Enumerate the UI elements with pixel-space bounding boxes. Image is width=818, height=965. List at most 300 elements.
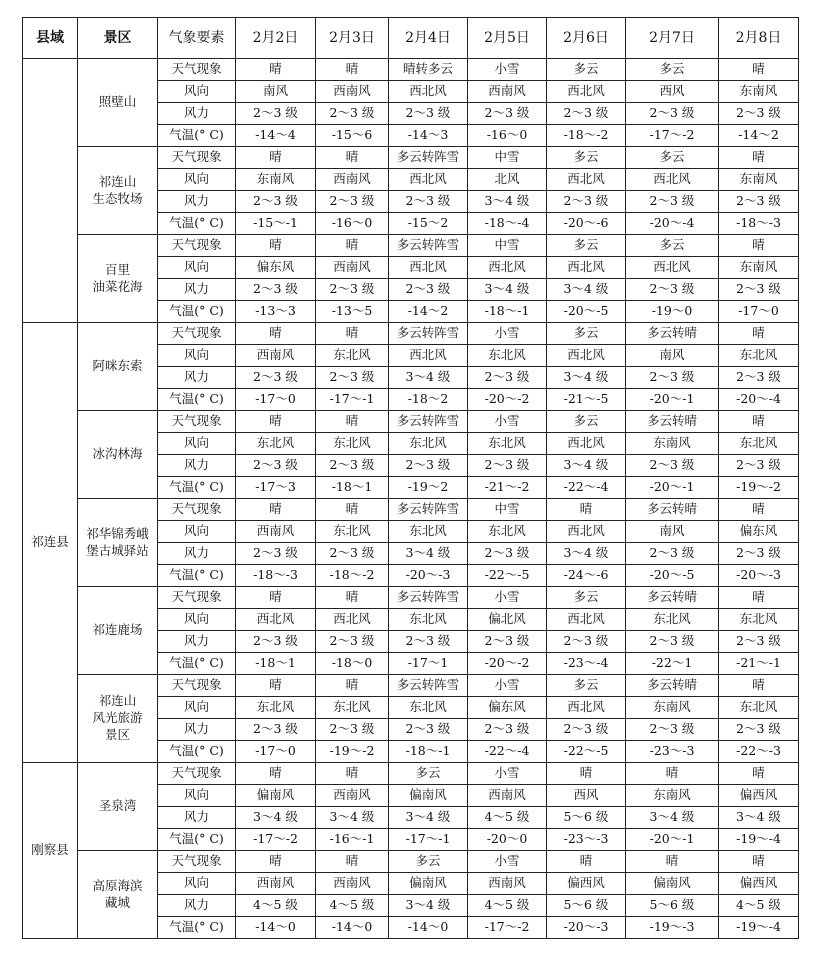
forecast-value: 2～3 级: [316, 103, 389, 125]
forecast-value: 多云转晴: [626, 411, 719, 433]
element-label: 风力: [158, 279, 236, 301]
forecast-value: 小雪: [468, 587, 547, 609]
element-label: 风力: [158, 895, 236, 917]
forecast-value: -17～-2: [236, 829, 316, 851]
element-label: 风向: [158, 81, 236, 103]
forecast-value: 2～3 级: [236, 543, 316, 565]
header-date: 2月3日: [316, 18, 389, 59]
header-date: 2月5日: [468, 18, 547, 59]
forecast-value: 晴: [236, 59, 316, 81]
forecast-value: -18～-3: [719, 213, 799, 235]
forecast-value: 东北风: [719, 697, 799, 719]
forecast-value: 东北风: [626, 609, 719, 631]
table-row: [23, 499, 799, 521]
forecast-value: -17～0: [719, 301, 799, 323]
scenic-spot-name: 祁连山: [98, 173, 137, 189]
forecast-value: 2～3 级: [468, 455, 547, 477]
forecast-value: 小雪: [468, 851, 547, 873]
forecast-value: -20～-5: [547, 301, 626, 323]
county-cell: 祁连县: [23, 323, 78, 763]
element-label: 天气现象: [158, 587, 236, 609]
forecast-value: 小雪: [468, 763, 547, 785]
element-label: 气温(° C): [158, 917, 236, 939]
scenic-spot-cell: [78, 587, 158, 675]
forecast-value: 2～3 级: [236, 191, 316, 213]
forecast-value: 晴: [626, 763, 719, 785]
forecast-value: 4～5 级: [719, 895, 799, 917]
forecast-value: 晴: [719, 851, 799, 873]
forecast-value: -13～5: [316, 301, 389, 323]
forecast-value: 多云: [547, 411, 626, 433]
forecast-value: -23～-3: [626, 741, 719, 763]
forecast-value: 小雪: [468, 59, 547, 81]
forecast-value: 晴: [236, 411, 316, 433]
scenic-spot-cell: [78, 411, 158, 499]
element-label: 风力: [158, 191, 236, 213]
forecast-value: 2～3 级: [626, 543, 719, 565]
forecast-value: 西南风: [468, 873, 547, 895]
forecast-value: 东北风: [719, 345, 799, 367]
forecast-value: 多云转阵雪: [389, 147, 468, 169]
forecast-value: 晴: [719, 675, 799, 697]
header-row: [23, 18, 799, 59]
forecast-value: 南风: [626, 345, 719, 367]
forecast-value: 5～6 级: [626, 895, 719, 917]
element-label: 风向: [158, 697, 236, 719]
forecast-value: -14～0: [316, 917, 389, 939]
forecast-value: 2～3 级: [236, 719, 316, 741]
forecast-value: 东北风: [468, 345, 547, 367]
forecast-value: -20～-3: [719, 565, 799, 587]
forecast-value: 晴转多云: [389, 59, 468, 81]
forecast-value: 多云转晴: [626, 323, 719, 345]
forecast-value: -20～-2: [468, 653, 547, 675]
forecast-value: -17～1: [389, 653, 468, 675]
forecast-value: 晴: [236, 587, 316, 609]
forecast-value: 3～4 级: [547, 367, 626, 389]
table-row: [23, 59, 799, 81]
forecast-value: 2～3 级: [236, 631, 316, 653]
forecast-value: 西南风: [468, 81, 547, 103]
forecast-value: -17～0: [236, 389, 316, 411]
forecast-value: 3～4 级: [468, 191, 547, 213]
forecast-value: 东北风: [236, 697, 316, 719]
forecast-value: 晴: [316, 763, 389, 785]
table-row: [23, 411, 799, 433]
forecast-value: 西北风: [547, 169, 626, 191]
forecast-value: -24～-6: [547, 565, 626, 587]
scenic-spot-name: 景区: [104, 726, 130, 742]
forecast-value: -15～2: [389, 213, 468, 235]
forecast-value: 东北风: [316, 345, 389, 367]
forecast-value: 多云: [389, 851, 468, 873]
forecast-value: -22～-3: [719, 741, 799, 763]
element-label: 天气现象: [158, 763, 236, 785]
forecast-value: 多云转阵雪: [389, 323, 468, 345]
forecast-value: 多云: [547, 675, 626, 697]
forecast-value: -17～0: [236, 741, 316, 763]
county-cell: 刚察县: [23, 763, 78, 939]
table-row: [23, 587, 799, 609]
forecast-value: 晴: [316, 147, 389, 169]
forecast-value: 晴: [236, 147, 316, 169]
forecast-value: 晴: [316, 587, 389, 609]
element-label: 气温(° C): [158, 565, 236, 587]
forecast-value: 2～3 级: [389, 191, 468, 213]
forecast-value: -18～-2: [547, 125, 626, 147]
forecast-value: 4～5 级: [468, 895, 547, 917]
forecast-value: 东北风: [316, 521, 389, 543]
forecast-value: 2～3 级: [236, 455, 316, 477]
forecast-value: -14～2: [719, 125, 799, 147]
scenic-spot-name: 油菜花海: [92, 278, 143, 294]
table-row: [23, 235, 799, 257]
forecast-value: 南风: [236, 81, 316, 103]
element-label: 气温(° C): [158, 829, 236, 851]
element-label: 风力: [158, 543, 236, 565]
element-label: 风向: [158, 345, 236, 367]
header-county: 县域: [23, 18, 78, 59]
forecast-value: 2～3 级: [626, 191, 719, 213]
forecast-value: 偏东风: [236, 257, 316, 279]
forecast-value: 晴: [236, 763, 316, 785]
scenic-spot-name: 堡古城驿站: [86, 542, 149, 558]
forecast-value: 多云: [547, 587, 626, 609]
forecast-value: 3～4 级: [547, 543, 626, 565]
forecast-value: 2～3 级: [316, 191, 389, 213]
scenic-spot-cell: [78, 675, 158, 763]
forecast-value: 东北风: [389, 433, 468, 455]
forecast-value: -18～-1: [389, 741, 468, 763]
forecast-value: 晴: [316, 675, 389, 697]
forecast-value: 2～3 级: [468, 103, 547, 125]
forecast-value: -19～-3: [626, 917, 719, 939]
header-date: 2月2日: [236, 18, 316, 59]
forecast-value: 2～3 级: [389, 103, 468, 125]
forecast-value: -14～3: [389, 125, 468, 147]
forecast-value: 2～3 级: [389, 455, 468, 477]
forecast-value: 偏东风: [468, 697, 547, 719]
forecast-value: 2～3 级: [468, 543, 547, 565]
forecast-value: -19～2: [389, 477, 468, 499]
forecast-value: 晴: [626, 851, 719, 873]
forecast-value: 2～3 级: [316, 455, 389, 477]
forecast-value: 西北风: [626, 257, 719, 279]
forecast-value: 东北风: [389, 697, 468, 719]
forecast-value: -15～6: [316, 125, 389, 147]
forecast-value: 晴: [719, 763, 799, 785]
forecast-value: -17～-1: [316, 389, 389, 411]
forecast-value: 晴: [547, 499, 626, 521]
forecast-value: 2～3 级: [626, 103, 719, 125]
forecast-value: -23～-3: [547, 829, 626, 851]
element-label: 风向: [158, 433, 236, 455]
forecast-value: 晴: [547, 763, 626, 785]
element-label: 天气现象: [158, 675, 236, 697]
forecast-value: 东南风: [719, 169, 799, 191]
scenic-spot-cell: [78, 59, 158, 147]
forecast-value: 西南风: [236, 345, 316, 367]
forecast-value: -18～-4: [468, 213, 547, 235]
forecast-value: 东南风: [236, 169, 316, 191]
forecast-value: 2～3 级: [547, 631, 626, 653]
forecast-value: -21～-2: [468, 477, 547, 499]
table-row: [23, 323, 799, 345]
forecast-value: 2～3 级: [236, 279, 316, 301]
forecast-value: 2～3 级: [547, 719, 626, 741]
forecast-value: -21～-5: [547, 389, 626, 411]
forecast-value: 2～3 级: [468, 631, 547, 653]
forecast-value: 东北风: [316, 697, 389, 719]
forecast-value: -22～-4: [468, 741, 547, 763]
forecast-value: -18～1: [236, 653, 316, 675]
forecast-value: 晴: [547, 851, 626, 873]
forecast-value: 3～4 级: [316, 807, 389, 829]
forecast-value: 偏西风: [547, 873, 626, 895]
forecast-value: -22～1: [626, 653, 719, 675]
element-label: 天气现象: [158, 235, 236, 257]
forecast-value: 多云: [547, 59, 626, 81]
element-label: 天气现象: [158, 323, 236, 345]
forecast-value: 3～4 级: [626, 807, 719, 829]
forecast-value: 西北风: [389, 169, 468, 191]
scenic-spot-cell: [78, 851, 158, 939]
forecast-value: 多云转阵雪: [389, 411, 468, 433]
scenic-spot-name: 祁连山: [98, 693, 137, 709]
forecast-value: 西北风: [547, 433, 626, 455]
forecast-value: 2～3 级: [626, 719, 719, 741]
forecast-value: -18～1: [316, 477, 389, 499]
forecast-value: 西北风: [547, 609, 626, 631]
element-label: 风向: [158, 257, 236, 279]
forecast-value: 3～4 级: [389, 543, 468, 565]
scenic-spot-cell: [78, 147, 158, 235]
forecast-value: -19～-4: [719, 829, 799, 851]
forecast-value: 2～3 级: [719, 367, 799, 389]
forecast-value: 西北风: [626, 169, 719, 191]
forecast-value: 东南风: [626, 785, 719, 807]
forecast-value: -19～0: [626, 301, 719, 323]
forecast-value: 2～3 级: [468, 719, 547, 741]
element-label: 天气现象: [158, 499, 236, 521]
element-label: 气温(° C): [158, 653, 236, 675]
scenic-spot-name: 祁连鹿场: [92, 622, 143, 638]
header-date: 2月7日: [626, 18, 719, 59]
element-label: 气温(° C): [158, 741, 236, 763]
forecast-value: 偏南风: [389, 785, 468, 807]
forecast-value: 2～3 级: [719, 543, 799, 565]
scenic-spot-name: 藏城: [104, 894, 130, 910]
forecast-value: 3～4 级: [389, 895, 468, 917]
forecast-value: -19～-2: [719, 477, 799, 499]
element-label: 气温(° C): [158, 389, 236, 411]
header-spot: 景区: [78, 18, 158, 59]
forecast-value: 2～3 级: [719, 455, 799, 477]
element-label: 风力: [158, 807, 236, 829]
scenic-spot-cell: [78, 763, 158, 851]
forecast-value: 多云转晴: [626, 587, 719, 609]
forecast-value: 2～3 级: [626, 279, 719, 301]
forecast-value: -20～-2: [468, 389, 547, 411]
forecast-value: -14～0: [236, 917, 316, 939]
forecast-value: 晴: [316, 851, 389, 873]
forecast-value: 南风: [626, 521, 719, 543]
forecast-value: 2～3 级: [316, 367, 389, 389]
forecast-value: -18～-1: [468, 301, 547, 323]
forecast-value: -21～-1: [719, 653, 799, 675]
scenic-spot-cell: [78, 499, 158, 587]
forecast-value: -17～3: [236, 477, 316, 499]
forecast-value: 中雪: [468, 235, 547, 257]
element-label: 天气现象: [158, 411, 236, 433]
scenic-spot-cell: [78, 323, 158, 411]
forecast-value: 西北风: [547, 521, 626, 543]
forecast-value: 东北风: [719, 433, 799, 455]
forecast-value: 多云转晴: [626, 675, 719, 697]
element-label: 天气现象: [158, 59, 236, 81]
forecast-value: -14～4: [236, 125, 316, 147]
forecast-value: -18～-2: [316, 565, 389, 587]
forecast-value: 多云转阵雪: [389, 235, 468, 257]
forecast-value: 西南风: [468, 785, 547, 807]
forecast-value: 多云: [547, 147, 626, 169]
forecast-value: 2～3 级: [719, 279, 799, 301]
forecast-value: 晴: [316, 235, 389, 257]
forecast-value: 中雪: [468, 147, 547, 169]
element-label: 气温(° C): [158, 125, 236, 147]
element-label: 风向: [158, 169, 236, 191]
forecast-value: 西北风: [547, 345, 626, 367]
forecast-value: 西南风: [316, 81, 389, 103]
scenic-spot-name: 冰沟林海: [92, 446, 143, 462]
weather-forecast-table: [22, 17, 799, 939]
forecast-value: 多云转阵雪: [389, 499, 468, 521]
forecast-value: -22～-4: [547, 477, 626, 499]
forecast-value: 5～6 级: [547, 895, 626, 917]
forecast-value: 偏南风: [236, 785, 316, 807]
forecast-value: 西南风: [236, 873, 316, 895]
forecast-value: 2～3 级: [626, 367, 719, 389]
forecast-value: 2～3 级: [236, 367, 316, 389]
element-label: 风向: [158, 873, 236, 895]
forecast-value: 西北风: [547, 81, 626, 103]
element-label: 天气现象: [158, 147, 236, 169]
scenic-spot-name: 圣泉湾: [98, 798, 137, 814]
forecast-value: -20～0: [468, 829, 547, 851]
forecast-value: 4～5 级: [236, 895, 316, 917]
header-date: 2月4日: [389, 18, 468, 59]
forecast-value: 西南风: [316, 785, 389, 807]
forecast-value: -19～-4: [719, 917, 799, 939]
forecast-value: 晴: [719, 235, 799, 257]
forecast-value: 偏南风: [626, 873, 719, 895]
element-label: 风力: [158, 719, 236, 741]
forecast-value: 西北风: [468, 257, 547, 279]
forecast-value: 西北风: [547, 257, 626, 279]
table-body: [23, 59, 799, 939]
forecast-value: -20～-5: [626, 565, 719, 587]
forecast-value: -17～-2: [626, 125, 719, 147]
scenic-spot-name: 照壁山: [98, 94, 137, 110]
forecast-value: 西北风: [389, 81, 468, 103]
forecast-value: 多云: [626, 59, 719, 81]
forecast-value: 西风: [626, 81, 719, 103]
forecast-value: 晴: [236, 499, 316, 521]
scenic-spot-cell: [78, 235, 158, 323]
forecast-value: 2～3 级: [719, 631, 799, 653]
forecast-value: 晴: [316, 499, 389, 521]
forecast-value: 5～6 级: [547, 807, 626, 829]
table-row: [23, 147, 799, 169]
forecast-value: 晴: [316, 411, 389, 433]
element-label: 气温(° C): [158, 213, 236, 235]
forecast-value: 多云: [626, 235, 719, 257]
forecast-value: 多云: [626, 147, 719, 169]
forecast-value: 偏西风: [719, 873, 799, 895]
forecast-value: 2～3 级: [468, 367, 547, 389]
element-label: 风力: [158, 631, 236, 653]
forecast-value: -14～0: [389, 917, 468, 939]
table-row: [23, 763, 799, 785]
forecast-value: 3～4 级: [547, 279, 626, 301]
forecast-value: 2～3 级: [719, 191, 799, 213]
forecast-value: -18～-3: [236, 565, 316, 587]
forecast-value: -15～-1: [236, 213, 316, 235]
forecast-value: 东北风: [316, 433, 389, 455]
forecast-value: 4～5 级: [316, 895, 389, 917]
forecast-value: 晴: [316, 323, 389, 345]
forecast-value: -22～-5: [547, 741, 626, 763]
element-label: 风力: [158, 367, 236, 389]
forecast-value: 2～3 级: [316, 279, 389, 301]
forecast-value: 多云转阵雪: [389, 587, 468, 609]
forecast-value: 晴: [719, 411, 799, 433]
forecast-value: 偏南风: [389, 873, 468, 895]
header-date: 2月6日: [547, 18, 626, 59]
forecast-value: 东南风: [626, 697, 719, 719]
forecast-value: 2～3 级: [389, 279, 468, 301]
forecast-value: 东北风: [389, 521, 468, 543]
forecast-value: 小雪: [468, 411, 547, 433]
forecast-value: 多云: [547, 235, 626, 257]
forecast-value: 2～3 级: [316, 719, 389, 741]
forecast-value: 晴: [316, 59, 389, 81]
forecast-value: -16～0: [316, 213, 389, 235]
element-label: 风力: [158, 103, 236, 125]
forecast-value: -20～-4: [626, 213, 719, 235]
forecast-value: 多云转阵雪: [389, 675, 468, 697]
forecast-value: 西北风: [389, 345, 468, 367]
forecast-value: 小雪: [468, 675, 547, 697]
forecast-value: 东北风: [389, 609, 468, 631]
forecast-value: 西北风: [547, 697, 626, 719]
forecast-value: 西北风: [236, 609, 316, 631]
forecast-value: -17～-2: [468, 917, 547, 939]
forecast-value: 晴: [236, 235, 316, 257]
forecast-value: 多云转晴: [626, 499, 719, 521]
forecast-value: 中雪: [468, 499, 547, 521]
forecast-value: 东南风: [719, 81, 799, 103]
element-label: 风力: [158, 455, 236, 477]
scenic-spot-name: 生态牧场: [92, 190, 143, 206]
forecast-value: -20～-6: [547, 213, 626, 235]
forecast-value: 晴: [719, 499, 799, 521]
forecast-value: 西北风: [389, 257, 468, 279]
scenic-spot-name: 高原海滨: [92, 877, 143, 893]
forecast-value: 2～3 级: [547, 191, 626, 213]
forecast-value: -16～0: [468, 125, 547, 147]
element-label: 风向: [158, 609, 236, 631]
